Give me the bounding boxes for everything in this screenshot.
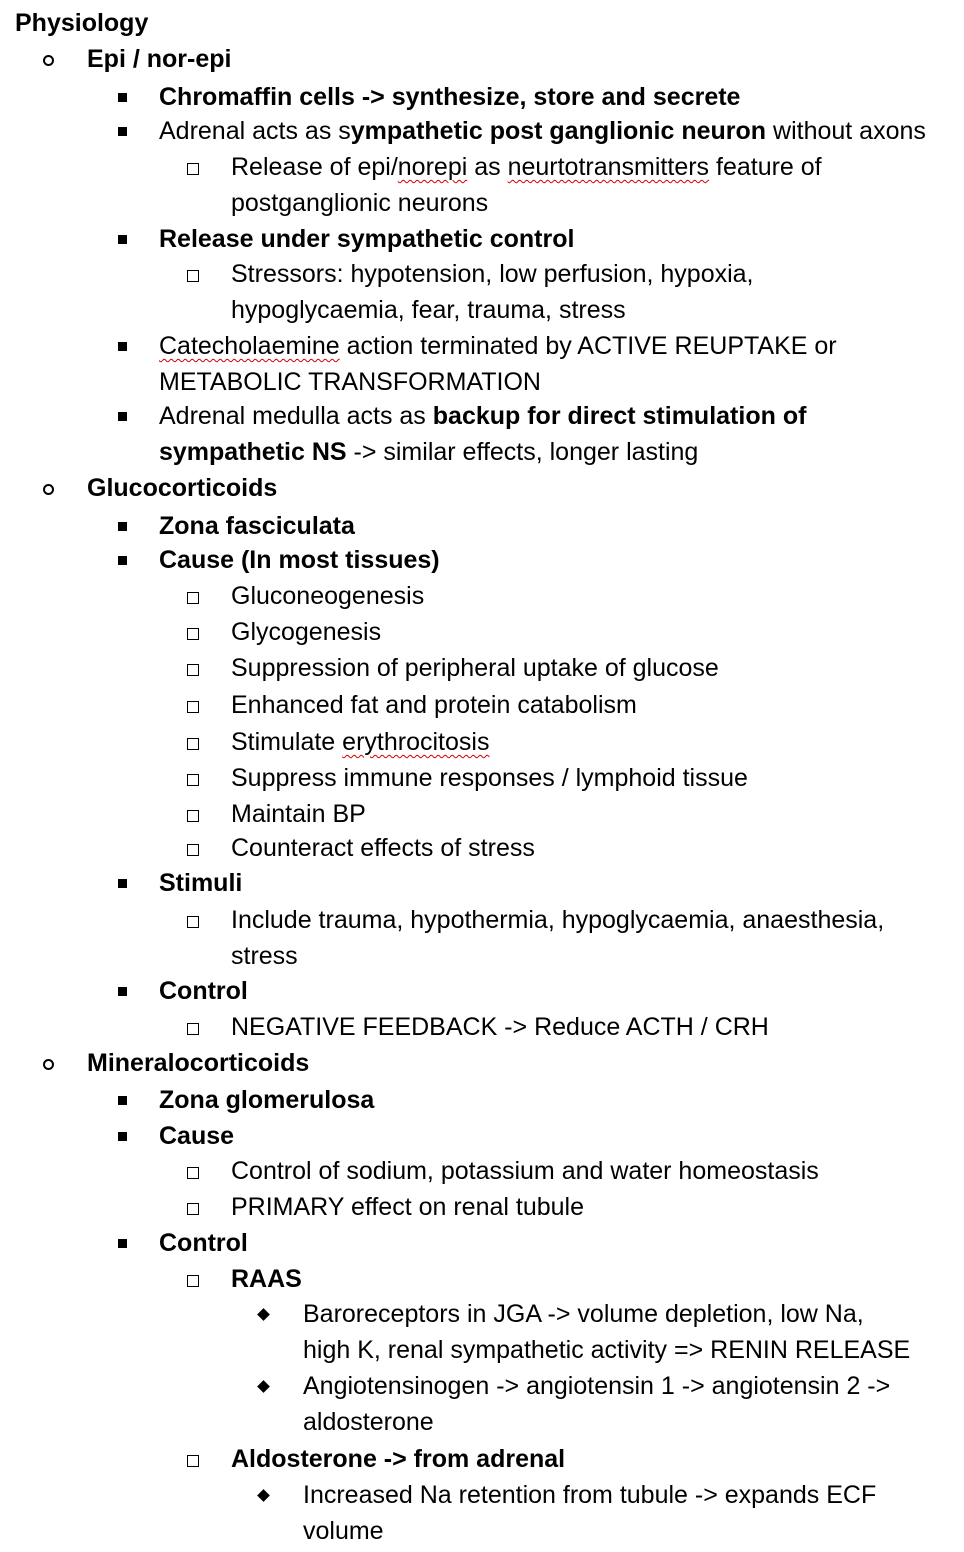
diamond-bullet-icon xyxy=(257,1380,270,1393)
square-bullet-icon xyxy=(118,522,127,531)
stressors-item-line2: hypoglycaemia, fear, trauma, stress xyxy=(231,296,626,324)
gluco-cause-sub-item: Suppress immune responses / lymphoid tissue xyxy=(231,764,748,792)
hollow-square-bullet-icon xyxy=(187,664,199,676)
baroreceptor-item-line1: Baroreceptors in JGA -> volume depletion, low Na, xyxy=(303,1300,864,1328)
square-bullet-icon xyxy=(118,987,127,996)
medulla-item-line1 xyxy=(159,398,806,434)
catecholamine-item-line2: METABOLIC TRANSFORMATION xyxy=(159,368,541,396)
stimuli-sub-item-line1: Include trauma, hypothermia, hypoglycaemia, anaesthesia, xyxy=(231,906,885,934)
gluco-cause-sub-item: Enhanced fat and protein catabolism xyxy=(231,691,637,719)
square-bullet-icon xyxy=(118,127,127,136)
mineralo-cause-sub-item: PRIMARY effect on renal tubule xyxy=(231,1193,584,1221)
square-bullet-icon xyxy=(118,93,127,102)
release-text-b: as xyxy=(467,153,508,181)
medulla-item-line2 xyxy=(159,434,698,470)
mineralo-cause-item: Cause xyxy=(159,1122,235,1150)
adrenal-text-post: without axons xyxy=(766,117,926,145)
adrenal-text-bold: ympathetic post ganglionic neuron xyxy=(350,117,767,145)
catecholamine-item-line1 xyxy=(159,328,837,364)
section-heading: Physiology xyxy=(15,9,149,37)
angiotensin-item-line1: Angiotensinogen -> angiotensin 1 -> angiotensin 2 -> xyxy=(303,1372,891,1400)
hollow-square-bullet-icon xyxy=(187,1167,199,1179)
square-bullet-icon xyxy=(118,1239,127,1248)
hollow-square-bullet-icon xyxy=(187,810,199,822)
square-bullet-icon xyxy=(118,1096,127,1105)
gluco-cause-item: Cause (In most tissues) xyxy=(159,546,440,574)
gluco-cause-sub-item: Maintain BP xyxy=(231,800,366,828)
medulla-text-pre: Adrenal medulla acts as xyxy=(159,402,433,430)
square-bullet-icon xyxy=(118,412,127,421)
epi-title: Epi / nor-epi xyxy=(87,45,232,73)
hollow-square-bullet-icon xyxy=(187,1455,199,1467)
gluco-cause-sub-item: Suppression of peripheral uptake of glucose xyxy=(231,654,719,682)
na-retention-item-line1: Increased Na retention from tubule -> expands ECF xyxy=(303,1481,877,1509)
misspelled-word: norepi xyxy=(397,153,468,181)
stressors-item-line1: Stressors: hypotension, low perfusion, hypoxia, xyxy=(231,260,754,288)
gluco-cause-sub-item: Counteract effects of stress xyxy=(231,834,535,862)
adrenal-text-pre: Adrenal acts as s xyxy=(159,117,351,145)
gluco-stimuli-item: Stimuli xyxy=(159,869,243,897)
diamond-bullet-icon xyxy=(257,1489,270,1502)
hollow-square-bullet-icon xyxy=(187,844,199,856)
zona-glomerulosa-item: Zona glomerulosa xyxy=(159,1086,375,1114)
na-retention-item-line2: volume xyxy=(303,1517,384,1545)
medulla-text-post: -> similar effects, longer lasting xyxy=(346,438,699,466)
square-bullet-icon xyxy=(118,342,127,351)
diamond-bullet-icon xyxy=(257,1308,270,1321)
hollow-square-bullet-icon xyxy=(187,592,199,604)
gluco-cause-sub-item: Gluconeogenesis xyxy=(231,582,425,610)
hollow-square-bullet-icon xyxy=(187,628,199,640)
mineralocorticoids-title: Mineralocorticoids xyxy=(87,1049,310,1077)
square-bullet-icon xyxy=(118,235,127,244)
aldosterone-item: Aldosterone -> from adrenal xyxy=(231,1445,566,1473)
misspelled-word: erythrocitosis xyxy=(342,728,490,756)
angiotensin-item-line2: aldosterone xyxy=(303,1408,434,1436)
release-neuro-item-line1 xyxy=(231,149,822,185)
sympathetic-control-item: Release under sympathetic control xyxy=(159,225,575,253)
catechol-text: action terminated by ACTIVE REUPTAKE or xyxy=(339,332,837,360)
hollow-square-bullet-icon xyxy=(187,1275,199,1287)
circle-bullet-icon xyxy=(43,55,54,66)
stimuli-sub-item-line2: stress xyxy=(231,942,298,970)
mineralo-cause-sub-item: Control of sodium, potassium and water homeostasis xyxy=(231,1157,819,1185)
misspelled-word: neurtotransmitters xyxy=(507,153,710,181)
medulla-text-bold2: sympathetic NS xyxy=(159,438,347,466)
misspelled-word: Catecholaemine xyxy=(159,332,340,360)
gluco-control-sub-item: NEGATIVE FEEDBACK -> Reduce ACTH / CRH xyxy=(231,1013,769,1041)
circle-bullet-icon xyxy=(43,1059,54,1070)
release-text-c: feature of xyxy=(709,153,822,181)
stimulate-text: Stimulate xyxy=(231,728,343,756)
square-bullet-icon xyxy=(118,879,127,888)
hollow-square-bullet-icon xyxy=(187,738,199,750)
adrenal-sympathetic-item xyxy=(159,113,926,149)
hollow-square-bullet-icon xyxy=(187,1203,199,1215)
gluco-control-item: Control xyxy=(159,977,248,1005)
hollow-square-bullet-icon xyxy=(187,774,199,786)
release-text-a: Release of epi/ xyxy=(231,153,398,181)
circle-bullet-icon xyxy=(43,484,54,495)
glucocorticoids-title: Glucocorticoids xyxy=(87,474,278,502)
gluco-cause-sub-item: Glycogenesis xyxy=(231,618,382,646)
release-neuro-item-line2: postganglionic neurons xyxy=(231,189,489,217)
square-bullet-icon xyxy=(118,1132,127,1141)
medulla-text-bold: backup for direct stimulation of xyxy=(432,402,807,430)
hollow-square-bullet-icon xyxy=(187,163,199,175)
zona-fasciculata-item: Zona fasciculata xyxy=(159,512,355,540)
square-bullet-icon xyxy=(118,556,127,565)
hollow-square-bullet-icon xyxy=(187,1023,199,1035)
hollow-square-bullet-icon xyxy=(187,270,199,282)
raas-item: RAAS xyxy=(231,1265,302,1293)
chromaffin-item: Chromaffin cells -> synthesize, store and secrete xyxy=(159,83,741,111)
gluco-cause-sub-item xyxy=(231,724,489,760)
hollow-square-bullet-icon xyxy=(187,916,199,928)
baroreceptor-item-line2: high K, renal sympathetic activity => RENIN RELEASE xyxy=(303,1336,911,1364)
mineralo-control-item: Control xyxy=(159,1229,248,1257)
hollow-square-bullet-icon xyxy=(187,701,199,713)
